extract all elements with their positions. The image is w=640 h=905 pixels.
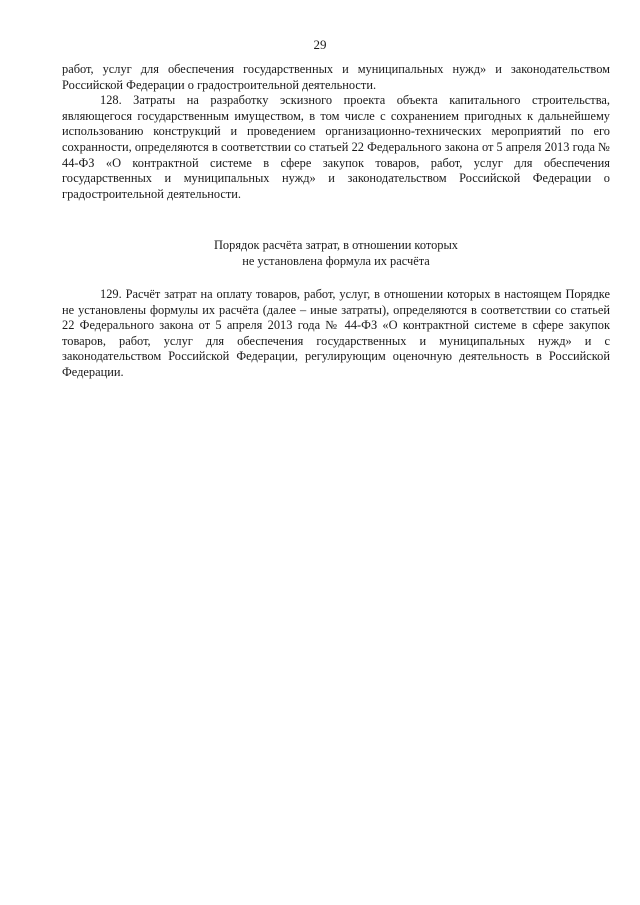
paragraph-continuation: работ, услуг для обеспечения государственных и муниципальных нужд» и законодательством Российской Федерации о градостроительной деятельности. [62, 62, 610, 92]
section-heading-line-1: Порядок расчёта затрат, в отношении которых [213, 238, 459, 252]
page-number: 29 [313, 37, 327, 52]
text-block-bottom [62, 287, 610, 381]
section-heading-line-2: не установлена формула их расчёта [242, 253, 430, 268]
text-block-top [62, 62, 610, 202]
paragraph-128: 128. Затраты на разработку эскизного проекта объекта капитального строительства, являющегося государственным имуществом, в том числе с сохранением пригодных к дальнейшему использованию конструкций и проведением организационно-технических мероприятий по его сохранности, определяются в соответствии со статьей 22 Федерального закона от 5 апреля 2013 года № 44-ФЗ «О контрактной системе в сфере закупок товаров, работ, услуг для обеспечения государственных и муниципальных нужд» и законодательством Российской Федерации о градостроительной деятельности. [62, 93, 610, 201]
section-heading [62, 238, 610, 269]
paragraph-129: 129. Расчёт затрат на оплату товаров, работ, услуг, в отношении которых в настоящем Порядке не установлены формулы их расчёта (далее – иные затраты), определяются в соответствии со статьей 22 Федерального закона от 5 апреля 2013 года № 44-ФЗ «О контрактной системе в сфере закупок товаров, работ, услуг для обеспечения государственных и муниципальных нужд» и с законодательством Российской Федерации, регулирующим оценочную деятельность в Российской Федерации. [62, 287, 610, 379]
